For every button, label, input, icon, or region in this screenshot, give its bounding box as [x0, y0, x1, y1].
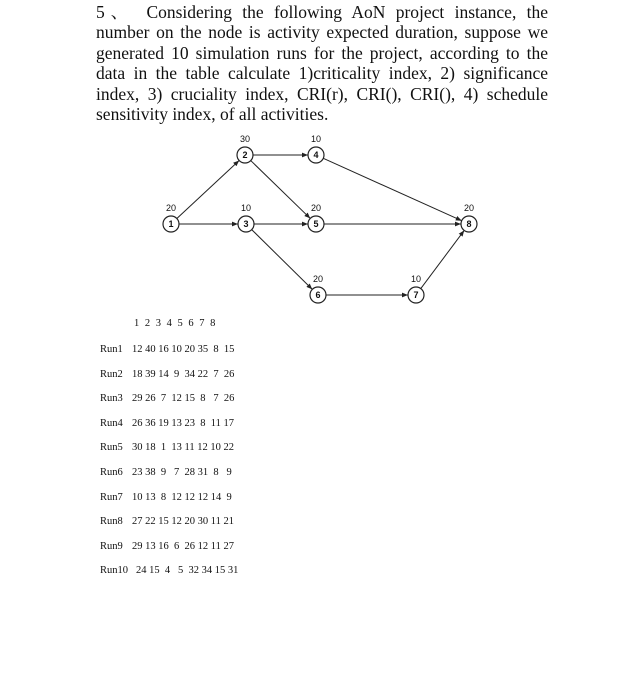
activity-node-8: [461, 203, 477, 232]
edge-4-8: [323, 158, 461, 220]
run-values: 26 36 19 13 23 8 11 17: [132, 417, 234, 429]
question-body: Considering the following AoN project instance, the number on the node is activity expected duration, suppose we generated 10 simulation runs for the project, according to the data in the table calculate 1)criticality index, 2) significance index, 3) cruciality index, CRI(r), CRI(), CRI(), 4) schedule sensitivity index, of all activities.: [96, 2, 549, 125]
node-duration-label: 20: [463, 203, 475, 213]
edge-1-2: [177, 160, 239, 218]
activity-node-7: [408, 274, 424, 303]
node-id-label: 5: [313, 219, 319, 230]
node-id-label: 1: [168, 219, 174, 230]
run-label: Run1: [100, 344, 123, 355]
run-label: Run9: [100, 540, 123, 552]
table-header-row: [134, 318, 215, 329]
run-values: 29 26 7 12 15 8 7 26: [132, 393, 235, 405]
run-values: 24 15 4 5 32 34 15 31: [136, 565, 239, 577]
activity-node-5: [308, 203, 324, 232]
node-id-label: 6: [315, 290, 321, 301]
run-values: 29 13 16 6 26 12 11 27: [132, 540, 234, 552]
node-id-label: 7: [413, 290, 419, 301]
node-duration-label: 10: [410, 274, 422, 284]
run-values: 12 40 16 10 20 35 8 15: [132, 344, 235, 355]
edge-2-5: [251, 161, 311, 219]
run-label: Run10: [100, 565, 129, 577]
network-nodes: [163, 134, 477, 303]
activity-node-1: [163, 203, 179, 232]
run-values: 18 39 14 9 34 22 7 26: [132, 368, 235, 380]
node-duration-label: 10: [240, 203, 252, 213]
run-values: 30 18 1 13 11 12 10 22: [132, 442, 234, 454]
run-values: 23 38 9 7 28 31 8 9: [132, 467, 232, 478]
run-values: 10 13 8 12 12 12 14 9: [132, 491, 232, 503]
edge-3-6: [252, 230, 313, 290]
node-id-label: 2: [242, 150, 248, 161]
node-id-label: 3: [243, 219, 249, 230]
run-label: Run5: [100, 442, 123, 454]
node-duration-label: 20: [165, 203, 177, 213]
node-duration-label: 20: [310, 203, 322, 213]
activity-node-3: [238, 203, 254, 232]
edge-7-8: [421, 230, 464, 288]
node-id-label: 4: [313, 150, 319, 161]
run-label: Run4: [100, 417, 123, 429]
activity-node-4: [308, 134, 324, 163]
activity-node-2: [237, 134, 253, 163]
run-label: Run7: [100, 491, 123, 503]
run-label: Run3: [100, 393, 123, 405]
node-duration-label: 30: [239, 134, 251, 144]
run-label: Run2: [100, 368, 123, 380]
table-header-activities: 1 2 3 4 5 6 7 8: [134, 318, 216, 329]
run-label: Run6: [100, 467, 123, 478]
activity-node-6: [310, 274, 326, 303]
run-label: Run8: [100, 516, 123, 528]
run-values: 27 22 15 12 20 30 11 21: [132, 516, 234, 528]
node-duration-label: 20: [312, 274, 324, 284]
node-id-label: 8: [466, 219, 472, 230]
node-duration-label: 10: [310, 134, 322, 144]
question-number: 5、: [96, 2, 135, 22]
